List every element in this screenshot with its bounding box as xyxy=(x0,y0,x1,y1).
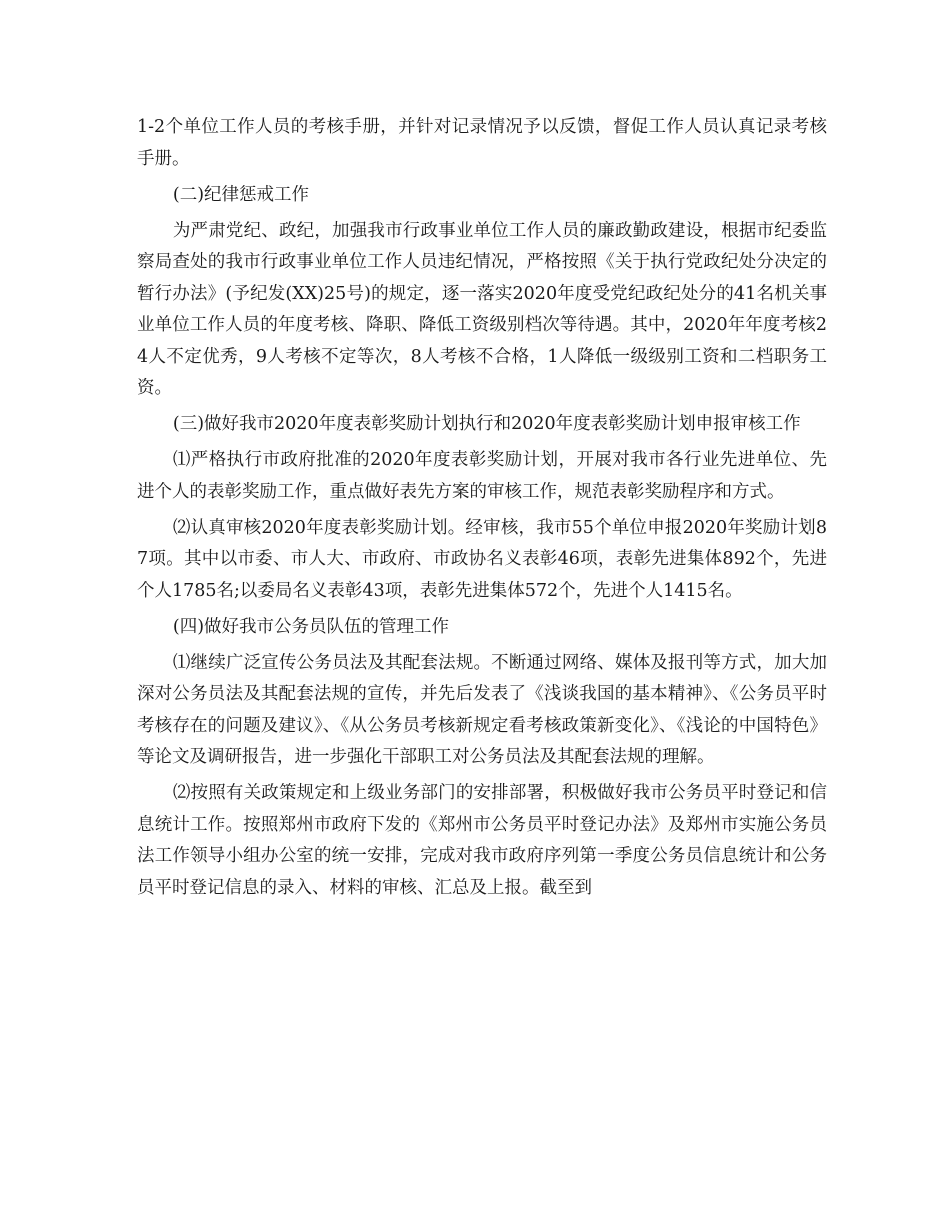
document-body xyxy=(137,112,827,909)
paragraph-assessment-handbook: 1-2个单位工作人员的考核手册，并针对记录情况予以反馈，督促工作人员认真记录考核手册。 xyxy=(137,117,827,169)
paragraph-civil-servant-1: ⑴继续广泛宣传公务员法及其配套法规。不断通过网络、媒体及报刊等方式，加大加深对公务员法及其配套法规的宣传，并先后发表了《浅谈我国的基本精神》、《公务员平时考核存在的问题及建议》、《从公务员考核新规定看考核政策新变化》、《浅论的中国特色》等论文及调研报告，进一步强化干部职工对公务员法及其配套法规的理解。 xyxy=(137,652,827,767)
heading-civil-servant: (四)做好我市公务员队伍的管理工作 xyxy=(172,616,450,637)
document-page xyxy=(137,0,827,1230)
heading-commendation: (三)做好我市2020年度表彰奖励计划执行和2020年度表彰奖励计划申报审核工作 xyxy=(172,414,801,434)
heading-discipline: (二)纪律惩戒工作 xyxy=(172,184,310,205)
paragraph-discipline: 为严肃党纪、政纪，加强我市行政事业单位工作人员的廉政勤政建设，根据市纪委监察局查处的我市行政事业单位工作人员违纪情况，严格按照《关于执行党政纪处分决定的暂行办法》(予纪发(XX)25号)的规定，逐一落实2020年度受党纪政纪处分的41名机关事业单位工作人员的年度考核、降职、降低工资级别档次等待遇。其中，2020年年度考核24人不定优秀，9人考核不定等次，8人考核不合格，1人降低一级级别工资和二档职务工资。 xyxy=(137,220,827,398)
paragraph-commendation-2: ⑵认真审核2020年度表彰奖励计划。经审核，我市55个单位申报2020年奖励计划87项。其中以市委、市人大、市政府、市政协名义表彰46项，表彰先进集体892个，先进个人1785名;以委局名义表彰43项，表彰先进集体572个，先进个人1415名。 xyxy=(137,517,827,601)
paragraph-commendation-1: ⑴严格执行市政府批准的2020年度表彰奖励计划，开展对我市各行业先进单位、先进个人的表彰奖励工作，重点做好表先方案的审核工作，规范表彰奖励程序和方式。 xyxy=(137,450,827,502)
paragraph-civil-servant-2: ⑵按照有关政策规定和上级业务部门的安排部署，积极做好我市公务员平时登记和信息统计工作。按照郑州市政府下发的《郑州市公务员平时登记办法》及郑州市实施公务员法工作领导小组办公室的统一安排，完成对我市政府序列第一季度公务员信息统计和公务员平时登记信息的录入、材料的审核、汇总及上报。截至到 xyxy=(137,783,827,898)
